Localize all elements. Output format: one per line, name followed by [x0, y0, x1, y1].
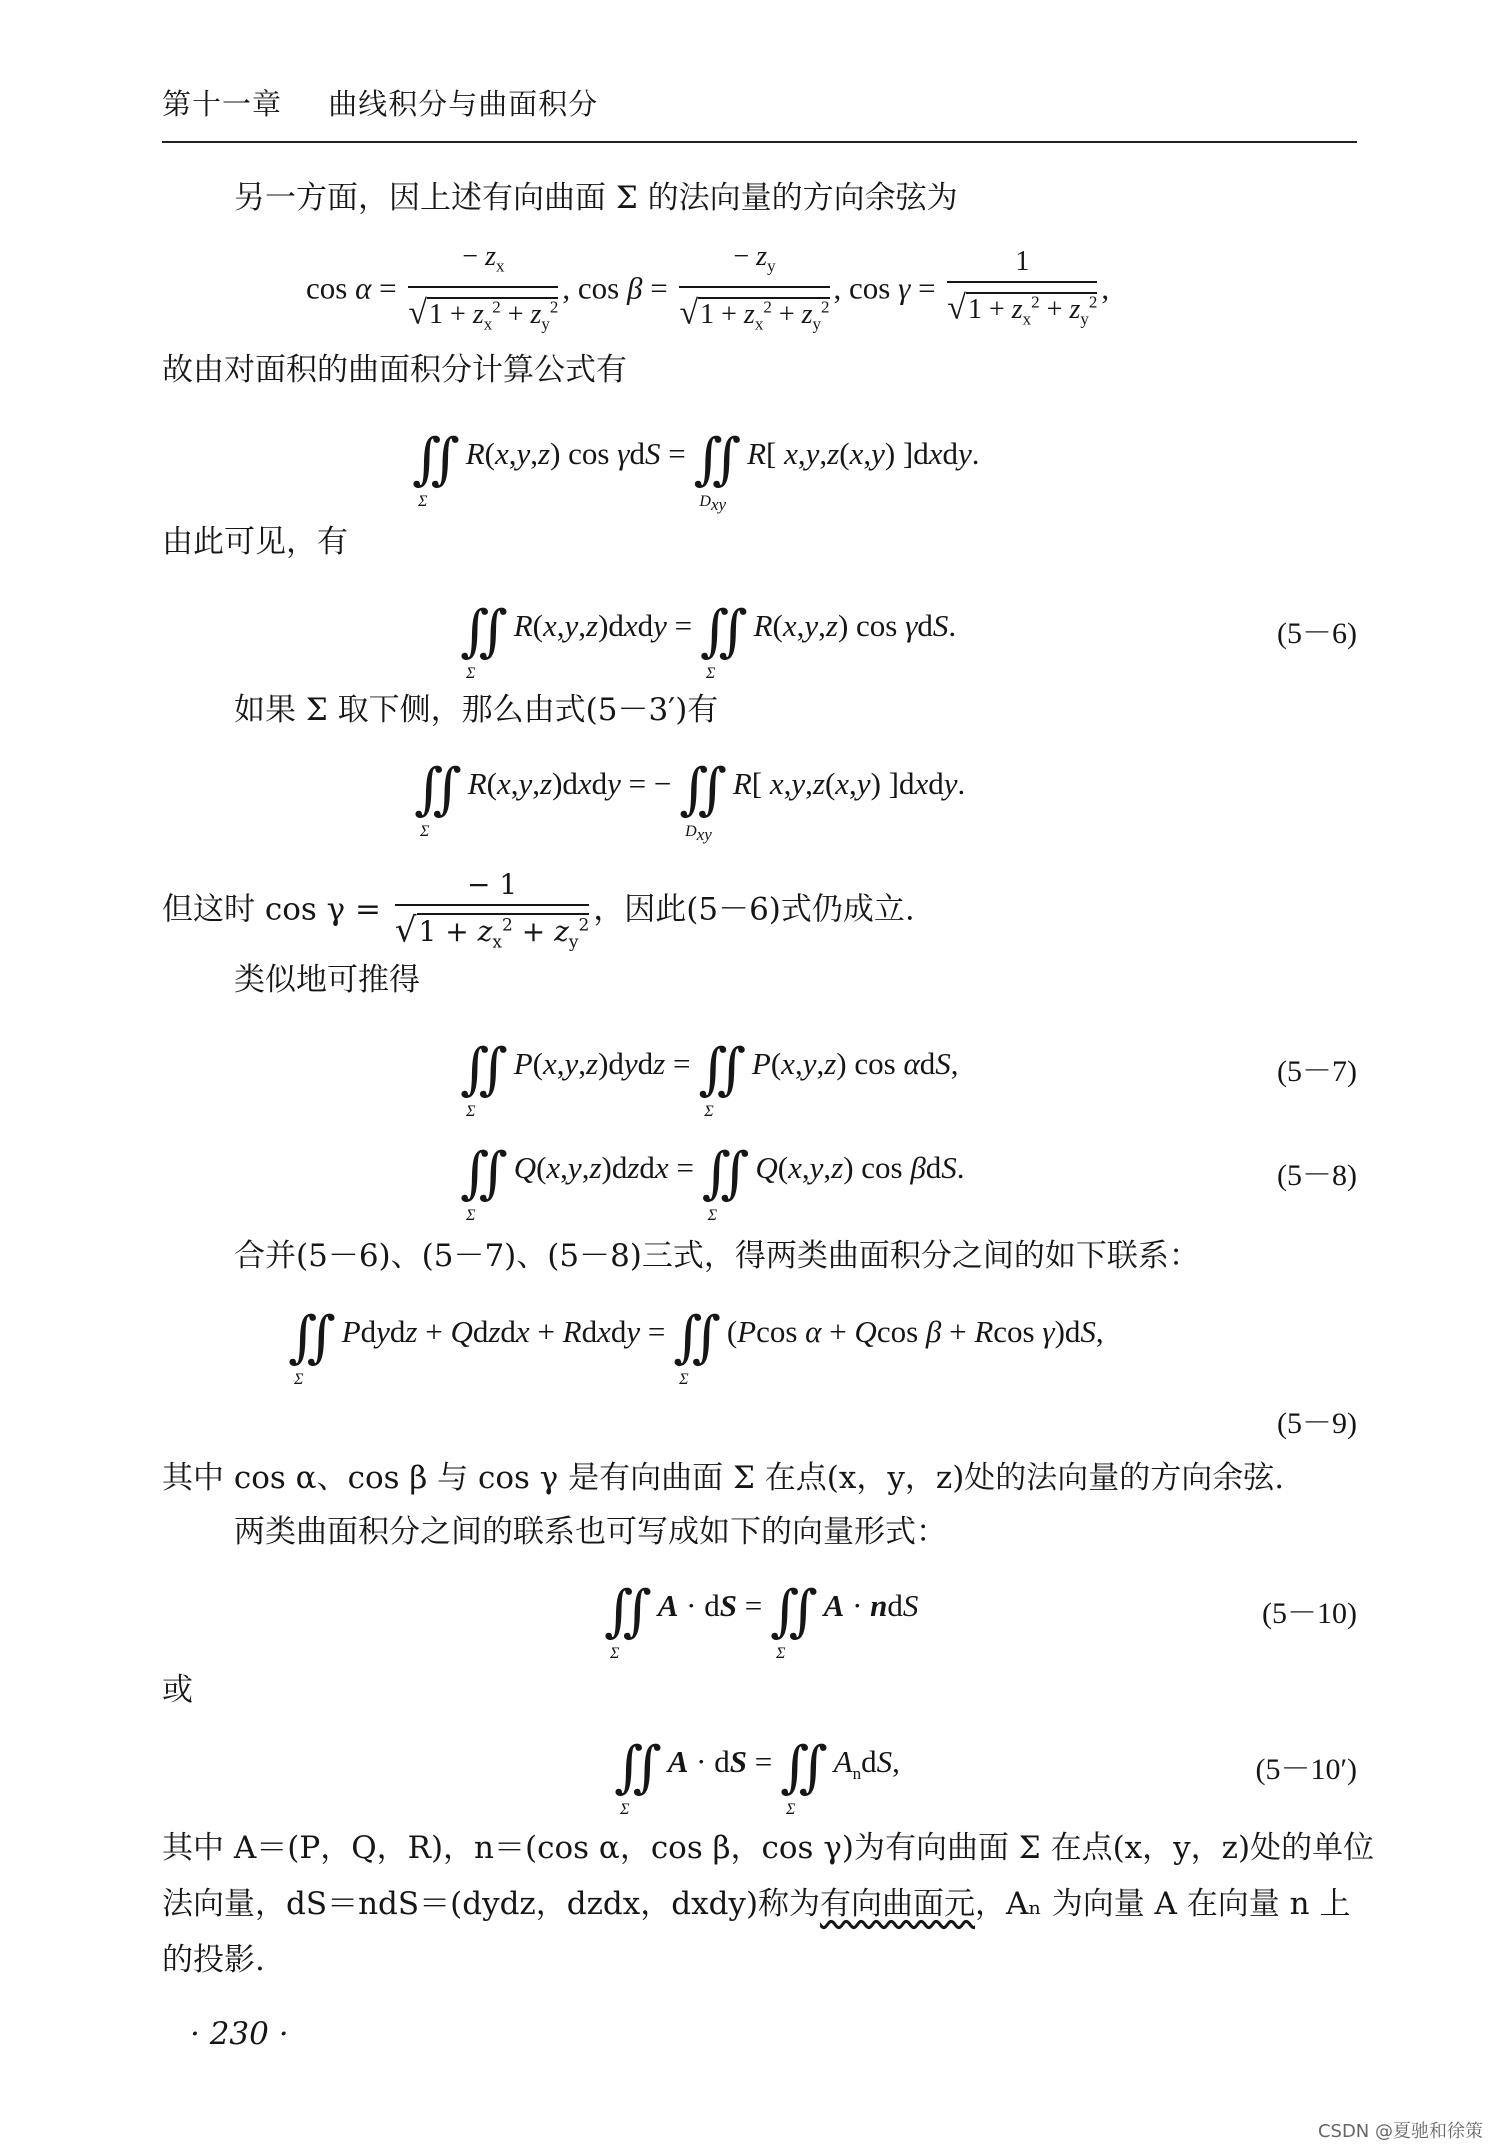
- paragraph-5: [162, 868, 915, 961]
- term-oriented-surface-element: 有向曲面元: [820, 1886, 976, 1922]
- paragraph-11-line-1: 其中 A＝(P，Q，R)，n＝(cos α，cos β，cos γ)为有向曲面 Σ 在点(x，y，z)处的单位: [162, 1830, 1375, 1866]
- paragraph-6: 类似地可推得: [234, 962, 420, 998]
- equation-tag-5-6: (5－6): [1277, 617, 1357, 650]
- page-number: · 230 ·: [190, 2016, 289, 2052]
- paragraph-11-line-3: 的投影.: [162, 1942, 265, 1978]
- paragraph-5-tail: ，因此(5－6)式仍成立.: [593, 891, 915, 928]
- equation-tag-5-10-prime: (5－10′): [1255, 1753, 1357, 1786]
- paragraph-5-lead: 但这时 cos γ =: [162, 891, 381, 928]
- paragraph-11-line-2: [162, 1884, 1350, 1924]
- paragraph-7: 合并(5－6)、(5－7)、(5－8)三式，得两类曲面积分之间的如下联系：: [234, 1238, 1200, 1274]
- equation-lower-side: ∬ Σ R(x,y,z)dxdy = − ∬ $D_{xy}$ R[ x,y,z(x,y) ]dxdy.: [414, 759, 966, 845]
- equation-5-9: ∬ Σ Pdydz + Qdzdx + Rdxdy = ∬ Σ (Pcos α + Qcos β + Rcos γ)dS,: [288, 1307, 1104, 1388]
- running-header: [162, 82, 1357, 143]
- paragraph-4: 如果 Σ 取下侧，那么由式(5－3′)有: [234, 692, 719, 728]
- chapter-title: 曲线积分与曲面积分: [328, 87, 599, 121]
- equation-5-10: ∬ Σ A · dS = ∬ Σ A · ndS: [604, 1581, 919, 1662]
- paragraph-11-line-2-post: ，Aₙ 为向量 A 在向量 n 上: [975, 1886, 1351, 1922]
- equation-5-8: ∬ Σ Q(x,y,z)dzdx = ∬ Σ Q(x,y,z) cos βdS.: [460, 1143, 965, 1224]
- equation-tag-5-8: (5－8): [1277, 1159, 1357, 1192]
- watermark-footer: CSDN @夏驰和徐策: [1317, 2121, 1483, 2142]
- paragraph-9: 两类曲面积分之间的联系也可写成如下的向量形式：: [234, 1514, 947, 1550]
- equation-5-7: ∬ Σ P(x,y,z)dydz = ∬ Σ P(x,y,z) cos αdS,: [460, 1039, 959, 1120]
- chapter-number: 第十一章: [162, 87, 283, 121]
- equation-tag-5-9: (5－9): [1277, 1407, 1357, 1440]
- paragraph-2: 故由对面积的曲面积分计算公式有: [162, 352, 627, 388]
- equation-area-integral: ∬ Σ R(x,y,z) cos γdS = ∬ $D_{xy}$ R[ x,y,z(x,y) ]dxdy.: [412, 429, 980, 515]
- paragraph-3: 由此可见，有: [162, 524, 348, 560]
- equation-5-6: ∬ Σ R(x,y,z)dxdy = ∬ Σ R(x,y,z) cos γdS.: [460, 601, 957, 682]
- paragraph-8: 其中 cos α、cos β 与 cos γ 是有向曲面 Σ 在点(x，y，z)处的法向量的方向余弦.: [162, 1460, 1285, 1496]
- equation-tag-5-7: (5－7): [1277, 1055, 1357, 1088]
- paragraph-11-line-2-pre: 法向量，dS＝ndS＝(dydz，dzdx，dxdy)称为: [162, 1886, 821, 1922]
- paragraph-10: 或: [162, 1672, 193, 1708]
- fraction-cos-gamma: $\frac{- 1}{√1 + z_x^2 + z_y^2}$: [394, 868, 590, 953]
- equation-tag-5-10: (5－10): [1262, 1597, 1357, 1630]
- equation-direction-cosines: cos α = $\frac{- z_x}{√1 + z_x^2 + z_y^2}$ , cos β = $\frac{- z_y}{√1 + z_x^2 + z_y^2}$ , cos γ = $\frac{1}{√1 + z_x^2 + z_y^2}$ ,: [306, 241, 1110, 334]
- equation-5-10-prime: ∬ Σ A · dS = ∬ Σ $A_ndS$,: [614, 1737, 900, 1818]
- paragraph-1: 另一方面，因上述有向曲面 Σ 的法向量的方向余弦为: [234, 180, 958, 216]
